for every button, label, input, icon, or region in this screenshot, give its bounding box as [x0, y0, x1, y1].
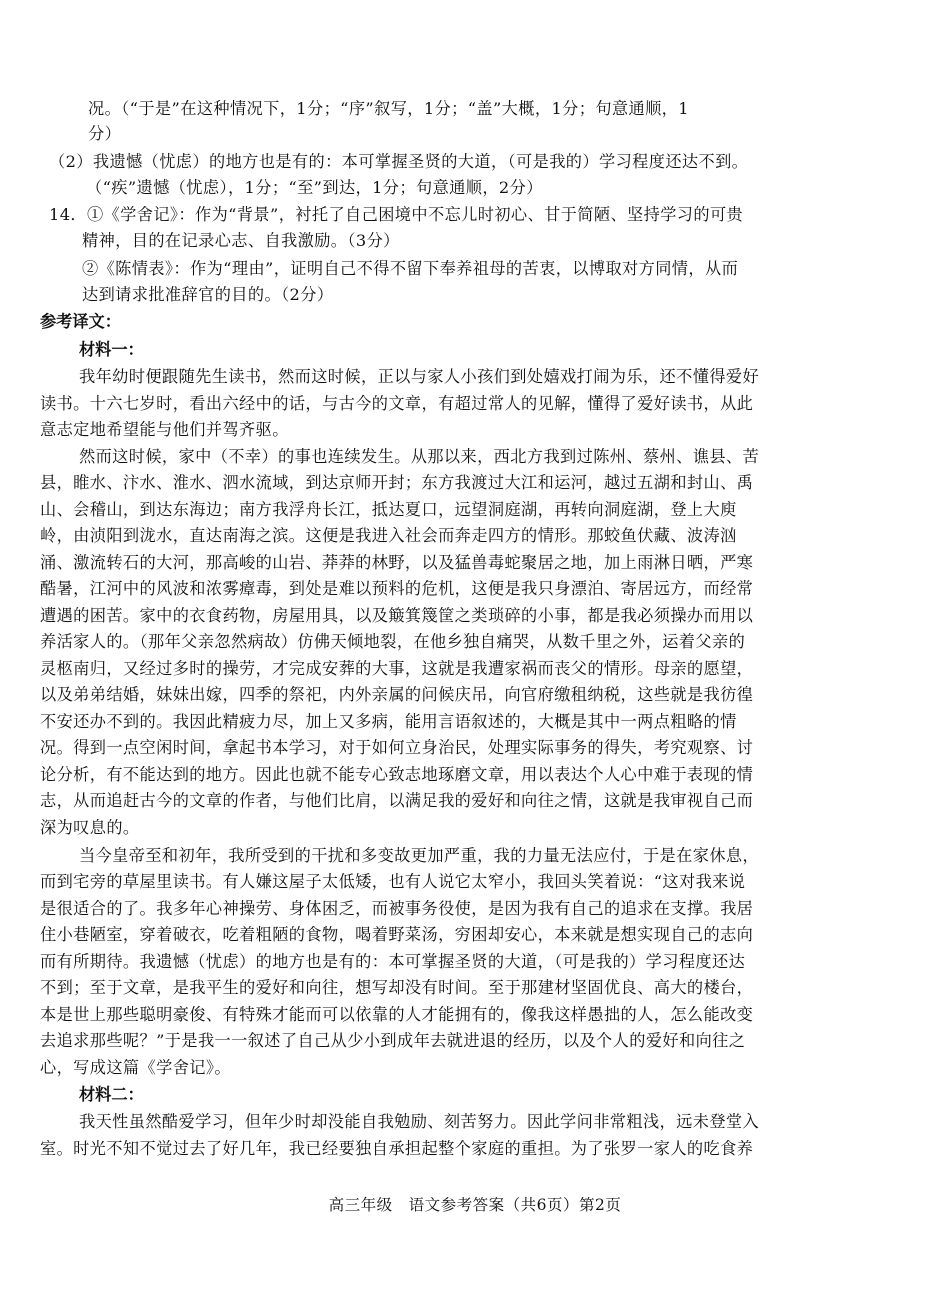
paragraph-line: 我年幼时便跟随先生读书，然而这时候，正以与家人小孩们到处嬉戏打闹为乐，还不懂得爱好 — [79, 367, 760, 386]
paragraph-line: 本是世上那些聪明豪俊、有特殊才能而可以依靠的人才能拥有的，像我这样愚拙的人，怎么能改变 — [40, 1005, 754, 1024]
paragraph-line: 涌、激流转石的大河，那高峻的山岩、莽莽的林野，以及猛兽毒蛇聚居之地，加上雨淋日晒，严寒 — [40, 553, 754, 572]
answer-line: ②《陈情表》：作为“理由”，证明自己不得不留下奉养祖母的苦衷，以博取对方同情，从而 — [82, 259, 739, 278]
paragraph-line: 以及弟弟结婚，妹妹出嫁，四季的祭祀，内外亲属的问候庆吊，向官府缴租纳税，这些就是我彷徨 — [40, 685, 754, 704]
paragraph-line: 住小巷陋室，穿着破衣，吃着粗陋的食物，喝着野菜汤，穷困却安心，本来就是想实现自己的志向 — [40, 925, 754, 944]
paragraph-line: 而有所期待。我遗憾（忧虑）的地方也是有的：本可掌握圣贤的大道，（可是我的）学习程度还达 — [40, 952, 746, 971]
paragraph-line: 室。时光不知不觉过去了好几年，我已经要独自承担起整个家庭的重担。为了张罗一家人的吃食养 — [40, 1139, 754, 1158]
paragraph-line: 酷暑，江河中的风波和浓雾瘴毒，到处是难以预料的危机，这便是我只身漂泊、寄居远方，而经常 — [40, 579, 754, 598]
paragraph-line: 意志定地希望能与他们并驾齐驱。 — [40, 420, 289, 439]
answer-line: 况。（“于是”在这种情况下，1分；“序”叙写，1分；“盖”大概，1分；句意通顺，1 — [88, 99, 689, 118]
paragraph-line: 然而这时候，家中（不幸）的事也连续发生。从那以来，西北方我到过陈州、蔡州、谯县、苦 — [79, 447, 760, 466]
paragraph-line: 我天性虽然酷爱学习，但年少时却没能自我勉励、刻苦努力。因此学问非常粗浅，远未登堂入 — [79, 1112, 760, 1131]
paragraph-line: 深为叹息的。 — [40, 818, 140, 837]
paragraph-line: 读书。十六七岁时，看出六经中的话，与古今的文章，有超过常人的见解，懂得了爱好读书，从此 — [40, 394, 754, 413]
answer-line: 分） — [88, 124, 122, 143]
paragraph-line: 心，写成这篇《学舍记》。 — [40, 1058, 231, 1077]
paragraph-line: 去追求那些呢？”于是我一一叙述了自己从少小到成年去就进退的经历，以及个人的爱好和向往之 — [40, 1031, 746, 1050]
translation-heading: 参考译文： — [40, 312, 121, 331]
paragraph-line: 当今皇帝至和初年，我所受到的干扰和多变故更加严重，我的力量无法应付，于是在家休息， — [79, 846, 760, 865]
paragraph-line: 志，从而追赶古今的文章的作者，与他们比肩，以满足我的爱好和向往之情，这就是我审视自己而 — [40, 791, 754, 810]
answer-line: （2）我遗憾（忧虑）的地方也是有的：本可掌握圣贤的大道，（可是我的）学习程度还达不到。 — [49, 152, 749, 171]
material2-heading: 材料二： — [79, 1085, 144, 1104]
paragraph-line: 不到；至于文章，是我平生的爱好和向往，想写却没有时间。至于那建材坚固优良、高大的楼台， — [40, 978, 754, 997]
paragraph-line: 是很适合的了。我多年心神操劳、身体困乏，而被事务役使，是因为我有自己的追求在支撑。我居 — [40, 899, 754, 918]
paragraph-line: 而到宅旁的草屋里读书。有人嫌这屋子太低矮，也有人说它太窄小，我回头笑着说：“这对我来说 — [40, 872, 746, 891]
paragraph-line: 不安还办不到的。我因此精疲力尽，加上又多病，能用言语叙述的，大概是其中一两点粗略的情 — [40, 712, 737, 731]
answer-line: 达到请求批准辞官的目的。（2分） — [82, 285, 334, 304]
answer-line: （“疾”遗憾（忧虑），1分；“至”到达，1分；句意通顺，2分） — [86, 178, 543, 197]
material1-heading: 材料一： — [79, 340, 144, 359]
paragraph-line: 山、会稽山，到达东海边；南方我浮舟长江，抵达夏口，远望洞庭湖，再转向洞庭湖，登上大庾 — [40, 500, 737, 519]
paragraph-line: 况。得到一点空闲时间，拿起书本学习，对于如何立身治民，处理实际事务的得失，考究观察、讨 — [40, 738, 754, 757]
paragraph-line: 岭，由浈阳到泷水，直达南海之滨。这便是我进入社会而奔走四方的情形。那蛟鱼伏藏、波涛汹 — [40, 526, 737, 545]
paragraph-line: 灵柩南归，又经过多时的操劳，才完成安葬的大事，这就是我遭家祸而丧父的情形。母亲的愿望， — [40, 659, 754, 678]
answer-line: 14．①《学舍记》：作为“背景”，衬托了自己困境中不忘儿时初心、甘于简陋、坚持学习的可贵 — [49, 205, 744, 224]
paragraph-line: 论分析，有不能达到的地方。因此也就不能专心致志地琢磨文章，用以表达个人心中难于表现的情 — [40, 765, 754, 784]
paragraph-line: 县，睢水、汴水、淮水、泗水流域，到达京师开封；东方我渡过大江和运河，越过五湖和封山、禹 — [40, 473, 754, 492]
answer-line: 精神，目的在记录心志、自我激励。（3分） — [82, 231, 400, 250]
paragraph-line: 养活家人的。（那年父亲忽然病故）仿佛天倾地裂，在他乡独自痛哭，从数千里之外，运着父亲的 — [40, 632, 746, 651]
page-footer: 高三年级 语文参考答案（共6页）第2页 — [328, 1196, 622, 1214]
paragraph-line: 遭遇的困苦。家中的衣食药物，房屋用具，以及簸箕篾筐之类琐碎的小事，都是我必须操办而用以 — [40, 606, 754, 625]
